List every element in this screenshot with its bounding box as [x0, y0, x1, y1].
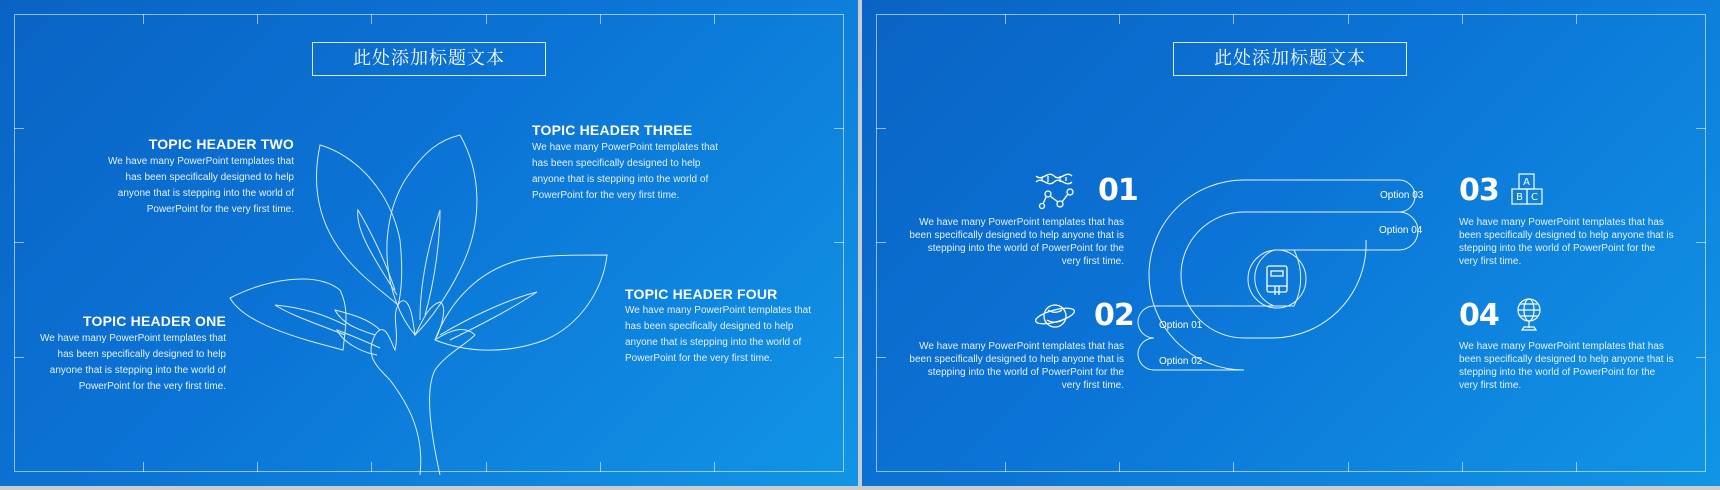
planet-icon [1034, 300, 1076, 332]
item-number-03: 03 [1459, 173, 1499, 208]
option-01-label[interactable]: Option 01 [1159, 320, 1203, 331]
frame-tick [1576, 14, 1577, 24]
frame-tick [1233, 462, 1234, 472]
book-icon [1267, 266, 1287, 295]
option-04-label[interactable]: Option 04 [1379, 225, 1423, 236]
item-number-02: 02 [1094, 298, 1134, 333]
topic-three-body: We have many PowerPoint templates that has been specifically designed to help anyone that is stepping into the world of PowerPoint for the very first time. [532, 142, 719, 201]
option-path-diagram [1134, 176, 1454, 382]
block-letter-c: C [1531, 192, 1538, 203]
frame-tick [143, 14, 144, 24]
frame-tick [143, 462, 144, 472]
frame-tick [14, 128, 24, 129]
item-03-body: We have many PowerPoint templates that has been specifically designed to help anyone that is stepping into the world of PowerPoint for the very first time. [1459, 217, 1674, 267]
frame-tick [1119, 462, 1120, 472]
slide-tree-topics[interactable] [0, 0, 858, 486]
frame-tick [1462, 14, 1463, 24]
frame-tick [1005, 462, 1006, 472]
frame-tick [1576, 462, 1577, 472]
frame-tick [1119, 14, 1120, 24]
block-letter-a: A [1523, 177, 1530, 188]
item-02-body: We have many PowerPoint templates that has been specifically designed to help anyone that is stepping into the world of PowerPoint for the very first time. [909, 341, 1124, 391]
item-number-01: 01 [1098, 173, 1138, 208]
frame-tick [714, 462, 715, 472]
topic-two-header: TOPIC HEADER TWO [148, 136, 294, 152]
block-letter-b: B [1516, 192, 1523, 203]
frame-tick [834, 242, 844, 243]
frame-tick [834, 357, 844, 358]
frame-tick [1348, 14, 1349, 24]
frame-tick [876, 242, 886, 243]
topic-two-body: We have many PowerPoint templates that has been specifically designed to help anyone that is stepping into the world of PowerPoint for the very first time. [107, 156, 294, 215]
frame-tick [14, 357, 24, 358]
option-02-label[interactable]: Option 02 [1159, 356, 1203, 367]
topic-one-body: We have many PowerPoint templates that has been specifically designed to help anyone that is stepping into the world of PowerPoint for the very first time. [39, 333, 226, 392]
frame-tick [600, 14, 601, 24]
frame-tick [1696, 242, 1706, 243]
frame-tick [1696, 357, 1706, 358]
frame-tick [714, 14, 715, 24]
abc-blocks-icon [1510, 172, 1544, 206]
slide-title[interactable]: 此处添加标题文本 [1173, 42, 1407, 76]
frame-tick [1462, 462, 1463, 472]
option-03-label[interactable]: Option 03 [1380, 190, 1424, 201]
frame-tick [257, 14, 258, 24]
frame-tick [486, 14, 487, 24]
item-01-body: We have many PowerPoint templates that has been specifically designed to help anyone that is stepping into the world of PowerPoint for the very first time. [909, 217, 1124, 267]
item-04-body: We have many PowerPoint templates that has been specifically designed to help anyone that is stepping into the world of PowerPoint for the very first time. [1459, 341, 1674, 391]
frame-tick [876, 128, 886, 129]
topic-four-header: TOPIC HEADER FOUR [625, 286, 778, 302]
frame-tick [14, 242, 24, 243]
slide-options-path[interactable] [862, 0, 1720, 486]
frame-tick [834, 128, 844, 129]
item-number-04: 04 [1459, 298, 1499, 333]
frame-tick [876, 357, 886, 358]
frame-tick [1696, 128, 1706, 129]
frame-tick [1233, 14, 1234, 24]
globe-icon [1514, 296, 1544, 334]
frame-tick [1348, 462, 1349, 472]
topic-three-header: TOPIC HEADER THREE [532, 122, 693, 138]
frame-tick [1005, 14, 1006, 24]
slide-title[interactable]: 此处添加标题文本 [312, 42, 546, 76]
topic-one-header: TOPIC HEADER ONE [83, 313, 226, 329]
dna-molecule-icon [1034, 172, 1076, 210]
frame-tick [371, 14, 372, 24]
topic-four-body: We have many PowerPoint templates that has been specifically designed to help anyone that is stepping into the world of PowerPoint for the very first time. [625, 305, 812, 364]
